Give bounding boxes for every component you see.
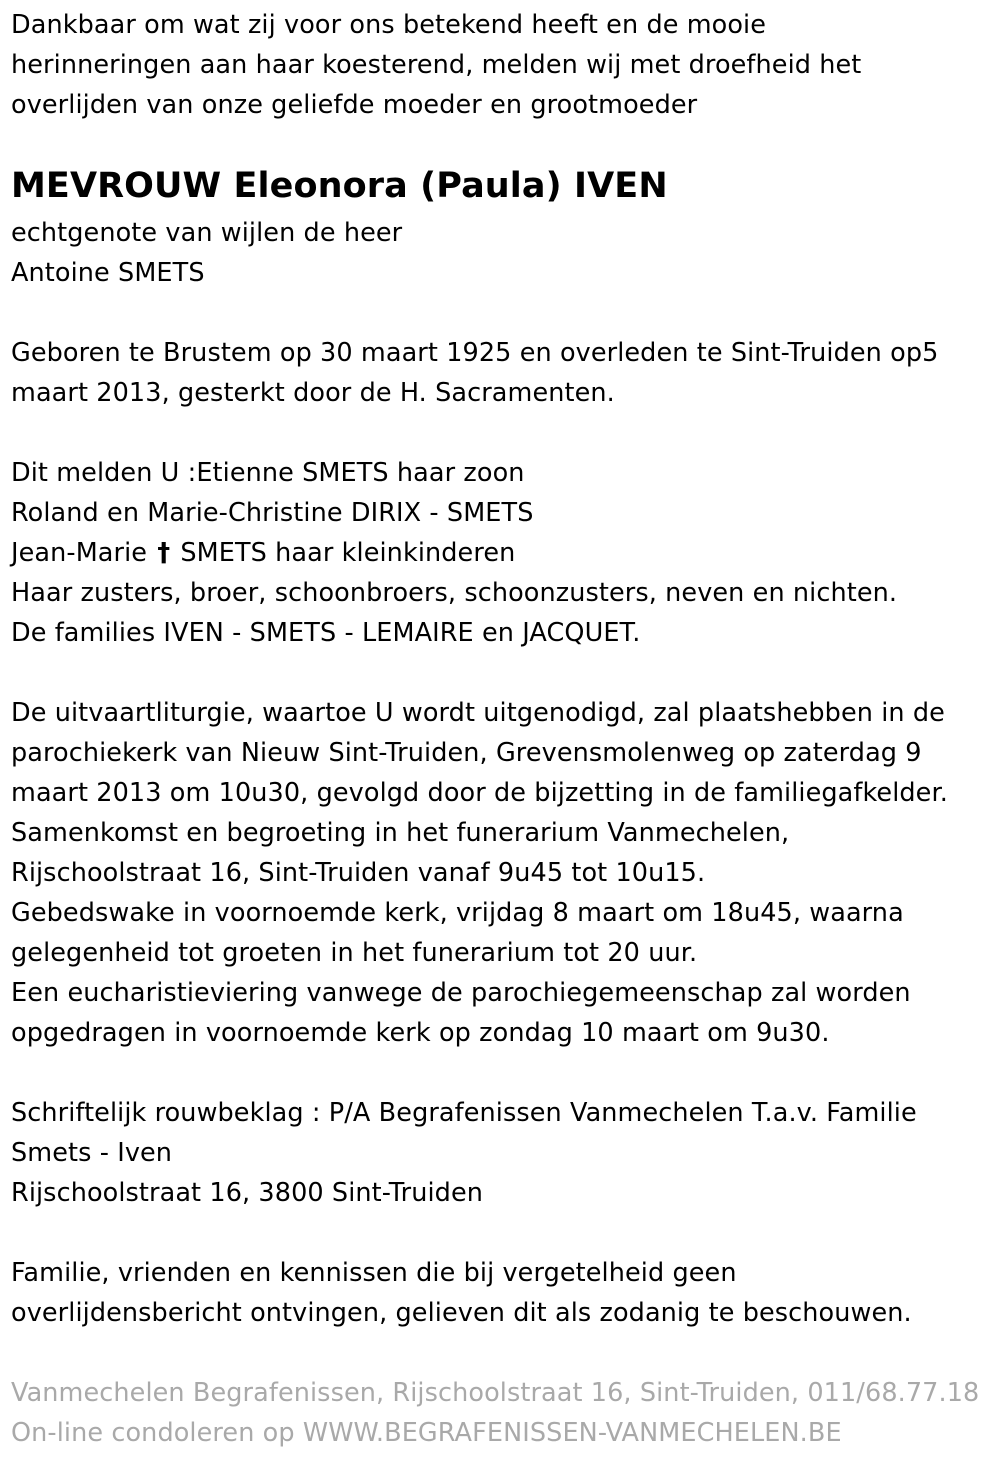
ceremony-line-2: parochiekerk van Nieuw Sint-Truiden, Grevensmolenweg op zaterdag 9	[11, 738, 922, 768]
intro-line-1: Dankbaar om wat zij voor ons betekend heeft en de mooie	[11, 10, 767, 40]
condolence-line-2: Smets - Iven	[11, 1138, 173, 1168]
condolence-line-1: Schriftelijk rouwbeklag : P/A Begrafenissen Vanmechelen T.a.v. Familie	[11, 1098, 917, 1128]
family-line-1: Dit melden U :Etienne SMETS haar zoon	[11, 458, 525, 488]
spouse-line-1: echtgenote van wijlen de heer	[11, 218, 403, 248]
condolence-line-3: Rijschoolstraat 16, 3800 Sint-Truiden	[11, 1178, 484, 1208]
deceased-name: MEVROUW Eleonora (Paula) IVEN	[11, 166, 668, 206]
notice-line-2: overlijdensbericht ontvingen, gelieven dit als zodanig te beschouwen.	[11, 1298, 912, 1328]
birth-line-1: Geboren te Brustem op 30 maart 1925 en overleden te Sint-Truiden op5	[11, 338, 939, 368]
cross-icon: †	[157, 538, 171, 568]
ceremony-line-7: gelegenheid tot groeten in het funerarium tot 20 uur.	[11, 938, 698, 968]
family-line-3	[11, 533, 515, 573]
footer-website-link[interactable]: On-line condoleren op WWW.BEGRAFENISSEN-VANMECHELEN.BE	[11, 1418, 842, 1448]
ceremony-line-3: maart 2013 om 10u30, gevolgd door de bijzetting in de familiegafkelder.	[11, 778, 948, 808]
notice-line-1: Familie, vrienden en kennissen die bij vergetelheid geen	[11, 1258, 737, 1288]
ceremony-line-1: De uitvaartliturgie, waartoe U wordt uitgenodigd, zal plaatshebben in de	[11, 698, 945, 728]
intro-line-2: herinneringen aan haar koesterend, melden wij met droefheid het	[11, 50, 862, 80]
footer-line-1: Vanmechelen Begrafenissen, Rijschoolstraat 16, Sint-Truiden, 011/68.77.18	[11, 1378, 980, 1408]
spouse-line-2: Antoine SMETS	[11, 258, 205, 288]
ceremony-line-9: opgedragen in voornoemde kerk op zondag 10 maart om 9u30.	[11, 1018, 830, 1048]
birth-line-2: maart 2013, gesterkt door de H. Sacramenten.	[11, 378, 615, 408]
ceremony-line-6: Gebedswake in voornoemde kerk, vrijdag 8 maart om 18u45, waarna	[11, 898, 904, 928]
family-line-4: Haar zusters, broer, schoonbroers, schoonzusters, neven en nichten.	[11, 578, 898, 608]
grandchild-name: Jean-Marie	[11, 538, 148, 568]
ceremony-line-8: Een eucharistieviering vanwege de parochiegemeenschap zal worden	[11, 978, 911, 1008]
family-line-5: De families IVEN - SMETS - LEMAIRE en JACQUET.	[11, 618, 641, 648]
ceremony-line-4: Samenkomst en begroeting in het funerarium Vanmechelen,	[11, 818, 790, 848]
ceremony-line-5: Rijschoolstraat 16, Sint-Truiden vanaf 9u45 tot 10u15.	[11, 858, 706, 888]
family-line-2: Roland en Marie-Christine DIRIX - SMETS	[11, 498, 534, 528]
grandchildren-label: SMETS haar kleinkinderen	[180, 538, 516, 568]
intro-line-3: overlijden van onze geliefde moeder en grootmoeder	[11, 90, 698, 120]
